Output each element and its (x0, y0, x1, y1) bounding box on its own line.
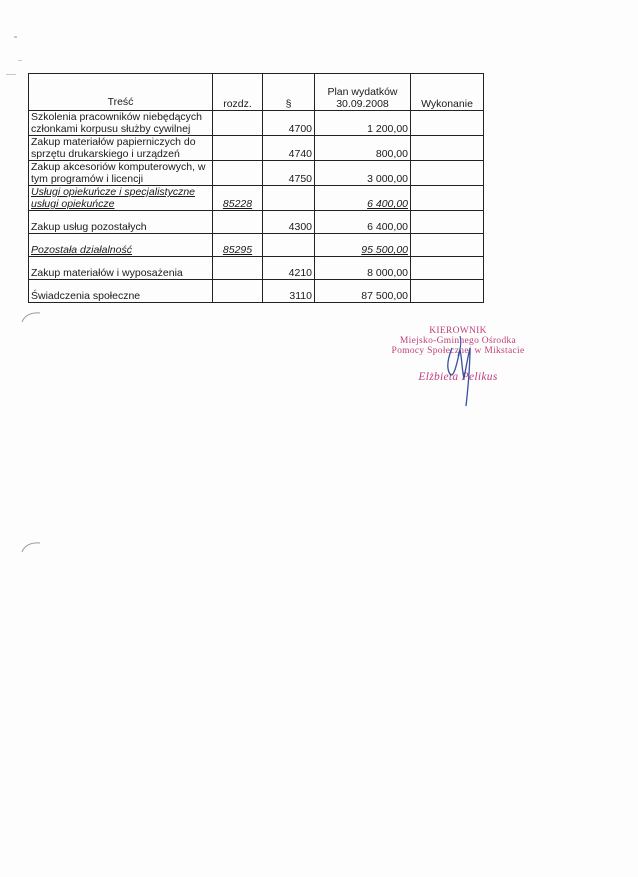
cell-rozdz: 85295 (213, 234, 263, 257)
cell-wykonanie (411, 211, 484, 234)
scan-speck (6, 74, 16, 75)
cell-paragraf: 4210 (263, 257, 315, 280)
tresc-line1: Zakup akcesoriów komputerowych, w (31, 161, 206, 173)
cell-wykonanie (411, 234, 484, 257)
table-row (29, 161, 484, 186)
table-row (29, 111, 484, 136)
table-header-row (29, 74, 484, 111)
cell-paragraf: 3110 (263, 280, 315, 303)
tresc-line1: Szkolenia pracowników niebędących (31, 111, 203, 123)
cell-tresc (29, 111, 213, 136)
cell-plan: 6 400,00 (315, 186, 411, 211)
cell-wykonanie (411, 136, 484, 161)
cell-plan: 87 500,00 (315, 280, 411, 303)
tresc-line1: Usługi opiekuńcze i specjalistyczne (31, 186, 195, 198)
cell-tresc: Zakup materiałów i wyposażenia (29, 257, 213, 280)
cell-wykonanie (411, 186, 484, 211)
cell-paragraf (263, 234, 315, 257)
header-wykonanie: Wykonanie (411, 74, 484, 111)
table-row (29, 136, 484, 161)
tresc-line2: usługi opiekuńcze (31, 198, 115, 210)
cell-plan: 6 400,00 (315, 211, 411, 234)
punch-hole-mark (20, 310, 44, 324)
cell-plan: 95 500,00 (315, 234, 411, 257)
cell-paragraf: 4300 (263, 211, 315, 234)
header-plan-date: 30.09.2008 (336, 98, 389, 110)
cell-wykonanie (411, 111, 484, 136)
table-row (29, 186, 484, 211)
cell-tresc: Pozostała działalność (29, 234, 213, 257)
table-row (29, 280, 484, 303)
cell-tresc (29, 136, 213, 161)
cell-rozdz (213, 211, 263, 234)
tresc-line2: członkami korpusu służby cywilnej (31, 123, 191, 135)
cell-plan: 1 200,00 (315, 111, 411, 136)
cell-rozdz (213, 161, 263, 186)
header-tresc: Treść (29, 74, 213, 111)
stamp-name: Elżbieta Pelikus (418, 371, 498, 383)
tresc-line1: Zakup materiałów papierniczych do (31, 136, 196, 148)
cell-tresc (29, 161, 213, 186)
cell-tresc: Zakup usług pozostałych (29, 211, 213, 234)
scan-speck (18, 60, 22, 61)
cell-rozdz (213, 280, 263, 303)
cell-paragraf: 4740 (263, 136, 315, 161)
header-plan-title: Plan wydatków (327, 86, 398, 98)
cell-paragraf (263, 186, 315, 211)
table-row (29, 211, 484, 234)
header-rozdz: rozdz. (213, 74, 263, 111)
cell-tresc (29, 186, 213, 211)
cell-paragraf: 4750 (263, 161, 315, 186)
cell-plan: 800,00 (315, 136, 411, 161)
table-row (29, 257, 484, 280)
cell-paragraf: 4700 (263, 111, 315, 136)
punch-hole-mark (20, 540, 44, 554)
cell-rozdz: 85228 (213, 186, 263, 211)
table-row (29, 234, 484, 257)
header-paragraf: § (263, 74, 315, 111)
stamp-institution: Miejsko-Gminnego Ośrodka (399, 336, 517, 346)
tresc-line2: sprzętu drukarskiego i urządzeń (31, 148, 180, 160)
cell-plan: 3 000,00 (315, 161, 411, 186)
cell-tresc: Świadczenia społeczne (29, 280, 213, 303)
tresc-line2: tym programów i licencji (31, 173, 144, 185)
cell-wykonanie (411, 280, 484, 303)
budget-table (28, 73, 484, 303)
stamp-title: KIEROWNIK (429, 326, 487, 336)
cell-wykonanie (411, 257, 484, 280)
scan-speck (14, 36, 17, 38)
stamp-institution-2: Pomocy Społecznej w Mikstacie (391, 346, 525, 356)
cell-rozdz (213, 136, 263, 161)
cell-rozdz (213, 257, 263, 280)
header-plan (315, 74, 411, 111)
handwritten-signature (440, 328, 480, 408)
cell-rozdz (213, 111, 263, 136)
cell-wykonanie (411, 161, 484, 186)
cell-plan: 8 000,00 (315, 257, 411, 280)
